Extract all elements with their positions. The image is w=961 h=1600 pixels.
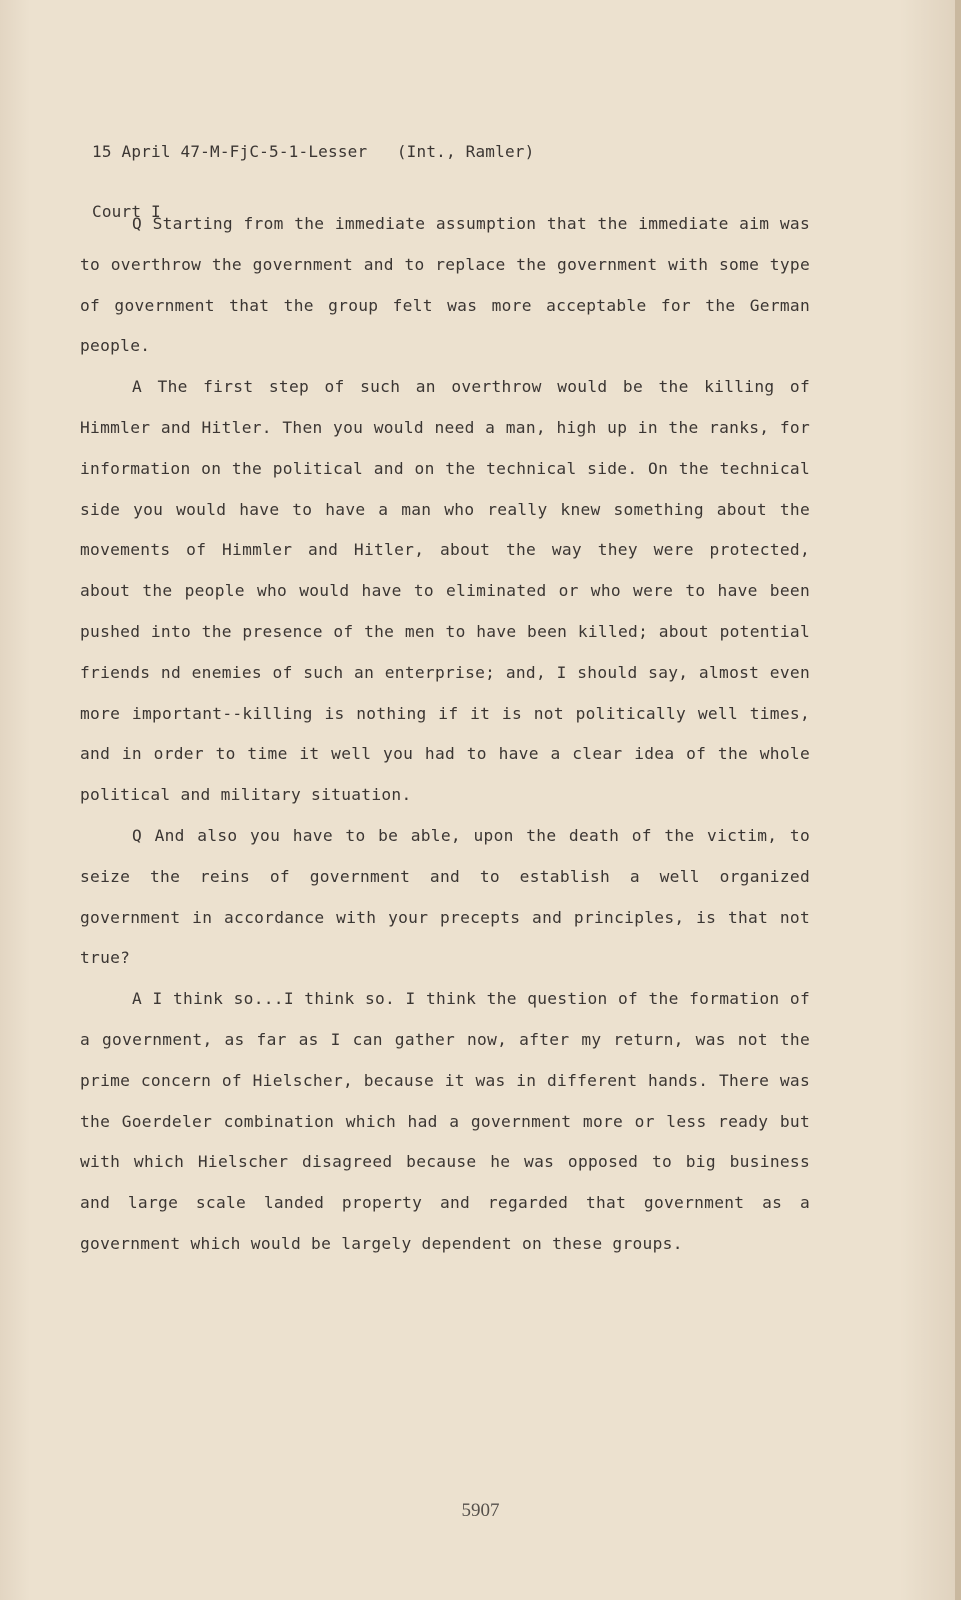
question-paragraph: Q And also you have to be able, upon the death of the victim, to seize the reins of government and to establish a well organized government in accordance with your precepts and principles, is that not true? [80,825,810,968]
header-session-line: 15 April 47-M-FjC-5-1-Lesser (Int., Ramler) [92,142,535,161]
transcript-body [80,204,810,1265]
page-edge [955,0,961,1600]
answer-paragraph: A I think so...I think so. I think the question of the formation of a government, as far as I can gather now, after my return, was not the prime concern of Hielscher, because it was in different hands. There was the Goerdeler combination which had a government more or less ready but with which Hielscher disagreed because he was opposed to big business and large scale landed property and regarded that government as a government which would be largely dependent on these groups. [80,989,810,1253]
header-court-line: Court I [92,202,161,221]
answer-paragraph: A The first step of such an overthrow would be the killing of Himmler and Hitler. Then you would need a man, high up in the ranks, for information on the political and on the technical side. On the technical side you would have to have a man who really knew something about the movements of Himmler and Hitler, about the way they were protected, about the people who would have to eliminated or who were to have been pushed into the presence of the men to have been killed; about potential friends nd enemies of such an enterprise; and, I should say, almost even more important--killing is nothing if it is not politically well times, and in order to time it well you had to have a clear idea of the whole political and military situation. [80,377,810,805]
page-number: 5907 [461,1500,500,1521]
question-paragraph: Q Starting from the immediate assumption that the immediate aim was to overthrow the government and to replace the government with some type of government that the group felt was more acceptable for the German people. [80,214,810,356]
